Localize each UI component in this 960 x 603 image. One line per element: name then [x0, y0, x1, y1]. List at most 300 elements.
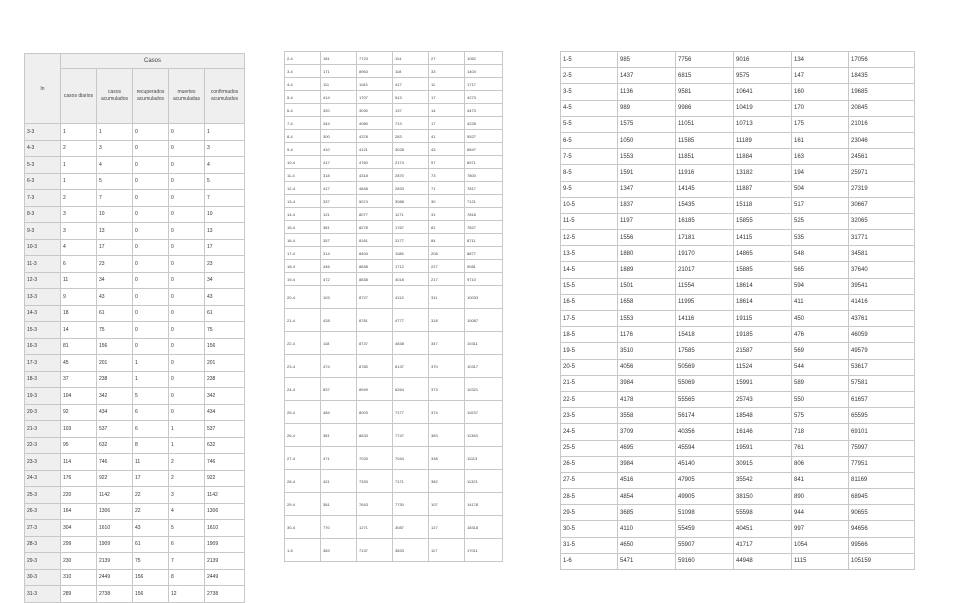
- value-cell: 0: [169, 305, 205, 322]
- table-row: [25, 289, 245, 306]
- value-cell: 1197: [618, 213, 676, 229]
- date-cell: 3-5: [561, 84, 618, 100]
- value-cell: 6847: [465, 143, 503, 156]
- value-cell: 0: [133, 239, 169, 256]
- value-cell: 50569: [676, 359, 734, 375]
- value-cell: 57: [429, 156, 465, 169]
- table-row: [285, 493, 503, 516]
- value-cell: 8949: [357, 378, 393, 401]
- value-cell: 299: [61, 536, 97, 553]
- value-cell: 2738: [97, 586, 133, 603]
- date-cell: 22-5: [561, 391, 618, 407]
- table-row: [25, 157, 245, 174]
- date-cell: 17-5: [561, 311, 618, 327]
- value-cell: 373: [429, 378, 465, 401]
- value-cell: 1347: [618, 181, 676, 197]
- value-cell: 61657: [849, 391, 915, 407]
- date-cell: 13-4: [285, 195, 321, 208]
- date-cell: 21-5: [561, 375, 618, 391]
- value-cell: 118: [321, 332, 357, 355]
- value-cell: 6: [61, 256, 97, 273]
- value-cell: 4: [169, 503, 205, 520]
- table-row: [25, 553, 245, 570]
- value-cell: 4473: [465, 104, 503, 117]
- value-cell: 550: [792, 391, 849, 407]
- value-cell: 10419: [734, 100, 792, 116]
- value-cell: 806: [792, 456, 849, 472]
- table-row: [561, 553, 915, 569]
- value-cell: 8161: [357, 234, 393, 247]
- value-cell: 718: [792, 424, 849, 440]
- value-cell: 0: [133, 157, 169, 174]
- value-cell: 4838: [393, 332, 429, 355]
- value-cell: 383: [321, 539, 357, 562]
- value-cell: 2870: [393, 169, 429, 182]
- table-row: [285, 195, 503, 208]
- value-cell: 170: [792, 100, 849, 116]
- date-cell: 10-3: [25, 239, 61, 256]
- table-row: [25, 536, 245, 553]
- value-cell: 8404: [357, 247, 393, 260]
- date-cell: 22-3: [25, 437, 61, 454]
- value-cell: 11995: [676, 294, 734, 310]
- table-row: [25, 223, 245, 240]
- value-cell: 17: [205, 239, 245, 256]
- value-cell: 41717: [734, 537, 792, 553]
- value-cell: 77951: [849, 456, 915, 472]
- table-row: [561, 213, 915, 229]
- value-cell: 55069: [676, 375, 734, 391]
- value-cell: 11554: [676, 278, 734, 294]
- column-header: casos acumulados: [97, 69, 133, 124]
- value-cell: 99566: [849, 537, 915, 553]
- table-row: [25, 173, 245, 190]
- table-row: [285, 78, 503, 91]
- value-cell: 57581: [849, 375, 915, 391]
- value-cell: 201: [205, 355, 245, 372]
- value-cell: 14116: [676, 311, 734, 327]
- value-cell: 17: [133, 470, 169, 487]
- table-row: [285, 247, 503, 260]
- value-cell: 81: [429, 221, 465, 234]
- value-cell: 18548: [734, 408, 792, 424]
- value-cell: 4113: [393, 286, 429, 309]
- table-row: [25, 140, 245, 157]
- date-cell: 31-5: [561, 537, 618, 553]
- date-cell: 5-5: [561, 116, 618, 132]
- date-cell: 15-3: [25, 322, 61, 339]
- table-row: [561, 278, 915, 294]
- value-cell: 22: [133, 487, 169, 504]
- table-row: [25, 305, 245, 322]
- value-cell: 10641: [734, 84, 792, 100]
- value-cell: 18435: [849, 68, 915, 84]
- value-cell: 75997: [849, 440, 915, 456]
- date-cell: 26-3: [25, 503, 61, 520]
- table-row: [561, 294, 915, 310]
- value-cell: 0: [133, 322, 169, 339]
- value-cell: 1553: [618, 311, 676, 327]
- value-cell: 5: [133, 388, 169, 405]
- value-cell: 104: [61, 388, 97, 405]
- date-cell: 9-3: [25, 223, 61, 240]
- value-cell: 17585: [676, 343, 734, 359]
- value-cell: 156: [133, 569, 169, 586]
- value-cell: 24561: [849, 149, 915, 165]
- value-cell: 10311: [465, 332, 503, 355]
- value-cell: 15991: [734, 375, 792, 391]
- value-cell: 472: [321, 273, 357, 286]
- date-cell: 23-4: [285, 355, 321, 378]
- value-cell: 0: [169, 239, 205, 256]
- table-row: [561, 489, 915, 505]
- date-cell: 17-4: [285, 247, 321, 260]
- value-cell: 4121: [357, 143, 393, 156]
- value-cell: 504: [792, 181, 849, 197]
- value-cell: 14865: [734, 246, 792, 262]
- date-cell: 12-4: [285, 182, 321, 195]
- value-cell: 43761: [849, 311, 915, 327]
- value-cell: 1553: [618, 149, 676, 165]
- value-cell: 6: [133, 421, 169, 438]
- table-row: [285, 208, 503, 221]
- value-cell: 381: [321, 221, 357, 234]
- value-cell: 11851: [676, 149, 734, 165]
- value-cell: 1306: [205, 503, 245, 520]
- value-cell: 8633: [357, 424, 393, 447]
- value-cell: 14178: [465, 493, 503, 516]
- value-cell: 2449: [205, 569, 245, 586]
- value-cell: 7: [97, 190, 133, 207]
- value-cell: 103: [321, 286, 357, 309]
- value-cell: 73: [429, 169, 465, 182]
- value-cell: 3028: [393, 143, 429, 156]
- value-cell: 3558: [618, 408, 676, 424]
- value-cell: 103: [61, 421, 97, 438]
- value-cell: 300: [321, 130, 357, 143]
- value-cell: 90655: [849, 505, 915, 521]
- value-cell: 3685: [618, 505, 676, 521]
- date-cell: 11-4: [285, 169, 321, 182]
- value-cell: 53617: [849, 359, 915, 375]
- value-cell: 0: [169, 157, 205, 174]
- value-cell: 421: [321, 470, 357, 493]
- value-cell: 7: [169, 553, 205, 570]
- value-cell: 34581: [849, 246, 915, 262]
- value-cell: 11113: [465, 447, 503, 470]
- value-cell: 383: [429, 424, 465, 447]
- value-cell: 34: [97, 272, 133, 289]
- value-cell: 7643: [357, 493, 393, 516]
- value-cell: 1: [61, 157, 97, 174]
- value-cell: 75: [97, 322, 133, 339]
- value-cell: 0: [133, 124, 169, 141]
- value-cell: 342: [97, 388, 133, 405]
- table-row: [285, 332, 503, 355]
- table-row: [25, 487, 245, 504]
- value-cell: 1142: [205, 487, 245, 504]
- value-cell: 14145: [676, 181, 734, 197]
- value-cell: 11051: [676, 116, 734, 132]
- date-cell: 13-3: [25, 289, 61, 306]
- table-row: [25, 421, 245, 438]
- value-cell: 65595: [849, 408, 915, 424]
- value-cell: 7033: [357, 447, 393, 470]
- date-cell: 18-3: [25, 371, 61, 388]
- value-cell: 537: [97, 421, 133, 438]
- value-cell: 10: [97, 206, 133, 223]
- value-cell: 0: [133, 223, 169, 240]
- value-cell: 338: [429, 447, 465, 470]
- value-cell: 11887: [734, 181, 792, 197]
- value-cell: 11037: [465, 401, 503, 424]
- table-row: [285, 401, 503, 424]
- date-cell: 5-4: [285, 91, 321, 104]
- value-cell: 0: [169, 223, 205, 240]
- date-cell: 6-3: [25, 173, 61, 190]
- value-cell: 3984: [618, 375, 676, 391]
- table-row: [25, 355, 245, 372]
- value-cell: 7: [205, 190, 245, 207]
- value-cell: 3: [61, 206, 97, 223]
- value-cell: 1767: [393, 221, 429, 234]
- value-cell: 17056: [849, 52, 915, 68]
- value-cell: 39541: [849, 278, 915, 294]
- value-cell: 761: [792, 440, 849, 456]
- value-cell: 16185: [676, 213, 734, 229]
- date-cell: 25-3: [25, 487, 61, 504]
- date-cell: 5-3: [25, 157, 61, 174]
- table-row: [285, 143, 503, 156]
- value-cell: 4110: [618, 521, 676, 537]
- value-cell: 10033: [465, 286, 503, 309]
- column-header: confirmados acumulados: [205, 69, 245, 124]
- value-cell: 1909: [97, 536, 133, 553]
- table-row: [561, 132, 915, 148]
- value-cell: 1501: [618, 278, 676, 294]
- value-cell: 374: [429, 401, 465, 424]
- value-cell: 114: [393, 52, 429, 65]
- value-cell: 4854: [618, 489, 676, 505]
- date-cell: 19-5: [561, 343, 618, 359]
- value-cell: 1115: [792, 553, 849, 569]
- value-cell: 61: [205, 305, 245, 322]
- value-cell: 484: [321, 401, 357, 424]
- value-cell: 1163: [357, 78, 393, 91]
- table-row: [25, 239, 245, 256]
- value-cell: 75: [133, 553, 169, 570]
- value-cell: 163: [792, 149, 849, 165]
- value-cell: 0: [133, 338, 169, 355]
- value-cell: 6264: [393, 378, 429, 401]
- value-cell: 43: [97, 289, 133, 306]
- value-cell: 569: [792, 343, 849, 359]
- value-cell: 1556: [618, 230, 676, 246]
- date-cell: 14-4: [285, 208, 321, 221]
- value-cell: 0: [169, 388, 205, 405]
- value-cell: 15418: [676, 327, 734, 343]
- value-cell: 5: [205, 173, 245, 190]
- value-cell: 0: [133, 272, 169, 289]
- date-cell: 7-5: [561, 149, 618, 165]
- value-cell: 3510: [618, 343, 676, 359]
- table-row: [561, 521, 915, 537]
- value-cell: 434: [97, 404, 133, 421]
- value-cell: 1658: [618, 294, 676, 310]
- date-cell: 27-4: [285, 447, 321, 470]
- value-cell: 7333: [357, 470, 393, 493]
- value-cell: 16146: [734, 424, 792, 440]
- value-cell: 164: [61, 503, 97, 520]
- group-header: Casos: [61, 54, 245, 69]
- value-cell: 10317: [465, 355, 503, 378]
- date-cell: 2-4: [285, 52, 321, 65]
- date-cell: 6-5: [561, 132, 618, 148]
- table-row: [25, 437, 245, 454]
- value-cell: 95: [61, 437, 97, 454]
- value-cell: 18: [61, 305, 97, 322]
- date-cell: 15-5: [561, 278, 618, 294]
- date-cell: 10-4: [285, 156, 321, 169]
- value-cell: 43: [133, 520, 169, 537]
- table-row: [561, 456, 915, 472]
- value-cell: 18614: [734, 294, 792, 310]
- value-cell: 4178: [618, 391, 676, 407]
- value-cell: 56174: [676, 408, 734, 424]
- table-row: [561, 246, 915, 262]
- value-cell: 8077: [357, 208, 393, 221]
- value-cell: 428: [321, 309, 357, 332]
- value-cell: 9581: [676, 84, 734, 100]
- date-cell: 4-3: [25, 140, 61, 157]
- value-cell: 3087: [393, 516, 429, 539]
- value-cell: 147: [792, 68, 849, 84]
- table-row: [285, 169, 503, 182]
- value-cell: 8781: [357, 309, 393, 332]
- date-cell: 8-4: [285, 130, 321, 143]
- table-row: [561, 52, 915, 68]
- table-row: [285, 65, 503, 78]
- value-cell: 4318: [357, 169, 393, 182]
- table-row: [285, 286, 503, 309]
- value-cell: 4273: [465, 91, 503, 104]
- value-cell: 181: [321, 52, 357, 65]
- date-cell: 8-5: [561, 165, 618, 181]
- date-cell: 19-3: [25, 388, 61, 405]
- daily-cases-table-may: [560, 51, 915, 570]
- value-cell: 535: [792, 230, 849, 246]
- date-cell: 11-3: [25, 256, 61, 273]
- date-cell: 8-3: [25, 206, 61, 223]
- value-cell: 0: [133, 256, 169, 273]
- table-row: [561, 100, 915, 116]
- date-cell: 14-3: [25, 305, 61, 322]
- value-cell: 417: [321, 156, 357, 169]
- value-cell: 1712: [393, 260, 429, 273]
- value-cell: 1054: [792, 537, 849, 553]
- value-cell: 117: [429, 539, 465, 562]
- value-cell: 8278: [357, 221, 393, 234]
- value-cell: 22: [133, 503, 169, 520]
- date-cell: 7-3: [25, 190, 61, 207]
- value-cell: 51098: [676, 505, 734, 521]
- value-cell: 289: [61, 586, 97, 603]
- table-row: [561, 116, 915, 132]
- value-cell: 45140: [676, 456, 734, 472]
- value-cell: 0: [133, 289, 169, 306]
- value-cell: 7827: [465, 221, 503, 234]
- value-cell: 20845: [849, 100, 915, 116]
- value-cell: 4695: [618, 440, 676, 456]
- table-row: [25, 388, 245, 405]
- value-cell: 770: [321, 516, 357, 539]
- date-cell: 6-4: [285, 104, 321, 117]
- table-row: [561, 84, 915, 100]
- value-cell: 997: [792, 521, 849, 537]
- value-cell: 69101: [849, 424, 915, 440]
- value-cell: 25971: [849, 165, 915, 181]
- table-row: [285, 539, 503, 562]
- value-cell: 1437: [618, 68, 676, 84]
- date-cell: 24-5: [561, 424, 618, 440]
- value-cell: 3984: [618, 456, 676, 472]
- value-cell: 2139: [97, 553, 133, 570]
- value-cell: 342: [205, 388, 245, 405]
- value-cell: 19591: [734, 440, 792, 456]
- value-cell: 1575: [618, 116, 676, 132]
- value-cell: 227: [429, 260, 465, 273]
- value-cell: 0: [133, 190, 169, 207]
- value-cell: 2449: [97, 569, 133, 586]
- value-cell: 1909: [205, 536, 245, 553]
- table-row: [25, 256, 245, 273]
- value-cell: 9: [61, 289, 97, 306]
- value-cell: 1: [169, 421, 205, 438]
- value-cell: 25743: [734, 391, 792, 407]
- table-row: [285, 117, 503, 130]
- date-cell: 31-3: [25, 586, 61, 603]
- value-cell: 4056: [618, 359, 676, 375]
- value-cell: 841: [792, 472, 849, 488]
- value-cell: 81: [61, 338, 97, 355]
- value-cell: 944: [792, 505, 849, 521]
- date-cell: 1-5: [561, 52, 618, 68]
- value-cell: 1: [205, 124, 245, 141]
- value-cell: 922: [97, 470, 133, 487]
- value-cell: 32065: [849, 213, 915, 229]
- value-cell: 7044: [393, 447, 429, 470]
- value-cell: 114: [61, 454, 97, 471]
- value-cell: 5527: [465, 130, 503, 143]
- value-cell: 23: [205, 256, 245, 273]
- value-cell: 3: [97, 140, 133, 157]
- date-cell: 4-4: [285, 78, 321, 91]
- value-cell: 314: [321, 247, 357, 260]
- table-row: [25, 124, 245, 141]
- value-cell: 0: [169, 272, 205, 289]
- value-cell: 337: [321, 195, 357, 208]
- value-cell: 2: [169, 454, 205, 471]
- value-cell: 0: [169, 173, 205, 190]
- value-cell: 31771: [849, 230, 915, 246]
- value-cell: 11884: [734, 149, 792, 165]
- value-cell: 9575: [734, 68, 792, 84]
- value-cell: 985: [618, 52, 676, 68]
- value-cell: 81169: [849, 472, 915, 488]
- date-cell: 30-4: [285, 516, 321, 539]
- table-row: [561, 408, 915, 424]
- value-cell: 0: [169, 338, 205, 355]
